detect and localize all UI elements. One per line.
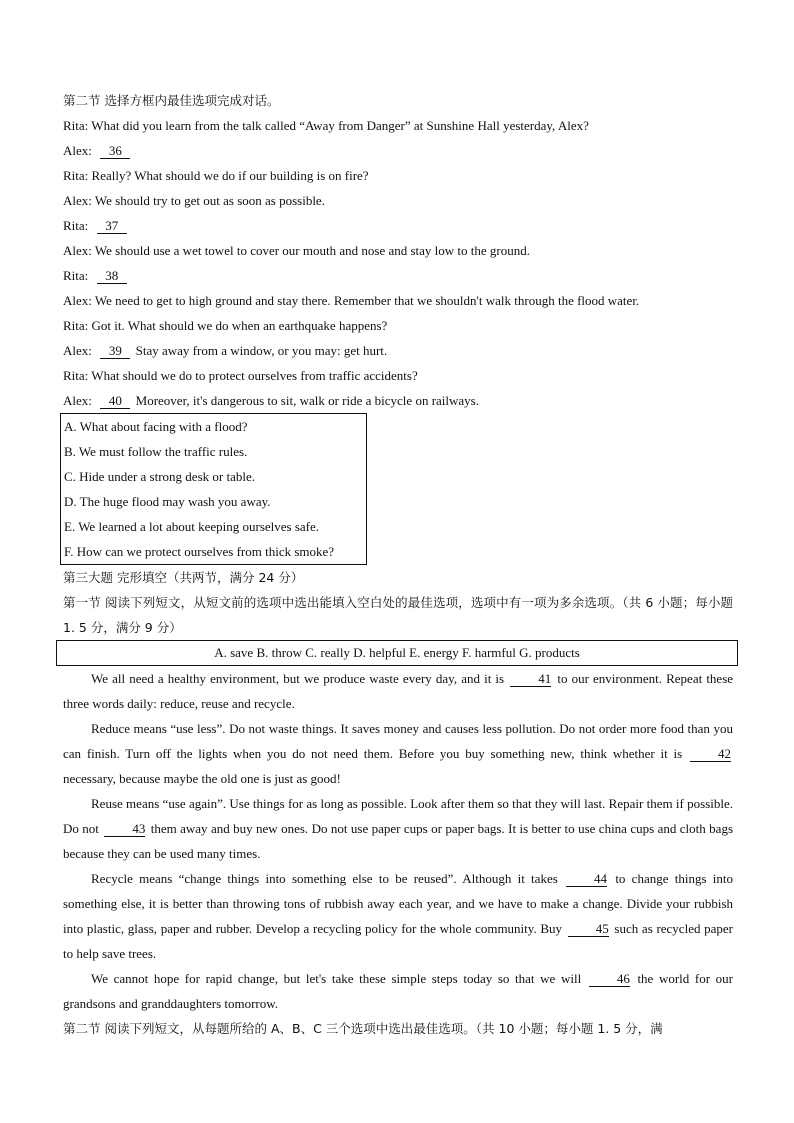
dialogue-line bbox=[63, 213, 733, 238]
dialogue-line bbox=[63, 238, 733, 263]
dialogue-text: Got it. What should we do when an earthquake happens? bbox=[91, 318, 388, 333]
dialogue-line bbox=[63, 113, 733, 138]
paragraph-text: to change things into something else, it is better than throwing tons of rubbish away each year, and we have to make a change. Divide your rubbish into plastic, glass, paper and rubber. Develop a recycling policy for the whole community. Buy bbox=[63, 871, 734, 936]
paragraph-text: to our environment. Repeat these three words daily: reduce, reuse and recycle. bbox=[63, 671, 734, 711]
part3-title: 第三大题 完形填空（共两节，满分 24 分） bbox=[63, 570, 304, 585]
option-a: A. What about facing with a flood? bbox=[64, 419, 248, 434]
passage-paragraph-2 bbox=[63, 716, 733, 791]
speaker: Alex: bbox=[63, 293, 92, 308]
dialogue-line bbox=[63, 338, 733, 363]
section2-instruction: 第二节 阅读下列短文，从每题所给的 A、B、C 三个选项中选出最佳选项。（共 10 小题；每小题 1. 5 分，满 bbox=[63, 1021, 663, 1036]
speaker: Alex: bbox=[63, 243, 92, 258]
dialogue-text: Moreover, it's dangerous to sit, walk or ride a bicycle on railways. bbox=[135, 393, 479, 408]
passage-paragraph-4 bbox=[63, 866, 733, 966]
answer-blank-41[interactable]: 41 bbox=[510, 671, 551, 687]
speaker: Rita: bbox=[63, 218, 89, 233]
passage-paragraph-3 bbox=[63, 791, 733, 866]
answer-blank-36[interactable]: 36 bbox=[100, 143, 130, 159]
answer-blank-44[interactable]: 44 bbox=[566, 871, 607, 887]
paragraph-text: Recycle means “change things into something else to be reused”. Although it takes bbox=[91, 871, 558, 886]
speaker: Rita: bbox=[63, 118, 89, 133]
speaker: Alex: bbox=[63, 143, 92, 158]
passage-paragraph-1 bbox=[63, 666, 733, 716]
answer-blank-39[interactable]: 39 bbox=[100, 343, 130, 359]
answer-blank-46[interactable]: 46 bbox=[589, 971, 630, 987]
dialogue-text: We should try to get out as soon as possible. bbox=[94, 193, 325, 208]
speaker: Rita: bbox=[63, 368, 89, 383]
dialogue-text: We need to get to high ground and stay there. Remember that we shouldn't walk through the flood water. bbox=[94, 293, 640, 308]
paragraph-text: We all need a healthy environment, but we produce waste every day, and it is bbox=[91, 671, 505, 686]
word-bank: A. save B. throw C. really D. helpful E. energy F. harmful G. products bbox=[56, 640, 738, 666]
answer-blank-42[interactable]: 42 bbox=[690, 746, 731, 762]
dialogue-text: What should we do to protect ourselves from traffic accidents? bbox=[91, 368, 418, 383]
option-b: B. We must follow the traffic rules. bbox=[64, 444, 248, 459]
answer-blank-38[interactable]: 38 bbox=[97, 268, 127, 284]
paragraph-text: the world for our grandsons and granddaughters tomorrow. bbox=[63, 971, 734, 1011]
paragraph-text: them away and buy new ones. Do not use paper cups or paper bags. It is better to use china cups and cloth bags because they can be used many times. bbox=[63, 821, 734, 861]
option-c: C. Hide under a strong desk or table. bbox=[64, 469, 255, 484]
section2-title: 第二节 选择方框内最佳选项完成对话。 bbox=[63, 93, 280, 108]
option-d: D. The huge flood may wash you away. bbox=[64, 494, 271, 509]
answer-blank-40[interactable]: 40 bbox=[100, 393, 130, 409]
speaker: Rita: bbox=[63, 168, 89, 183]
section1-instruction: 第一节 阅读下列短文，从短文前的选项中选出能填入空白处的最佳选项，选项中有一项为多余选项。（共 6 小题；每小题 1. 5 分，满分 9 分） bbox=[63, 595, 733, 635]
dialogue-text: Really? What should we do if our building is on fire? bbox=[91, 168, 369, 183]
speaker: Alex: bbox=[63, 193, 92, 208]
option-e: E. We learned a lot about keeping ourselves safe. bbox=[64, 519, 320, 534]
paragraph-text: We cannot hope for rapid change, but let's take these simple steps today so that we will bbox=[91, 971, 582, 986]
speaker: Alex: bbox=[63, 343, 92, 358]
exam-page bbox=[63, 88, 733, 1041]
dialogue-line bbox=[63, 313, 733, 338]
paragraph-text: necessary, because maybe the old one is just as good! bbox=[63, 771, 341, 786]
dialogue-text: We should use a wet towel to cover our mouth and nose and stay low to the ground. bbox=[94, 243, 530, 258]
options-box bbox=[60, 413, 367, 565]
dialogue-line bbox=[63, 388, 733, 413]
dialogue-line bbox=[63, 138, 733, 163]
paragraph-text: Reuse means “use again”. Use things for as long as possible. Look after them so that they will last. Repair them if possible. Do not bbox=[63, 796, 733, 836]
dialogue-line bbox=[63, 163, 733, 188]
speaker: Rita: bbox=[63, 268, 89, 283]
passage-paragraph-5 bbox=[63, 966, 733, 1016]
dialogue-line bbox=[63, 363, 733, 388]
dialogue-line bbox=[63, 288, 733, 313]
paragraph-text: Reduce means “use less”. Do not waste things. It saves money and causes less pollution. Do not order more food than you can finish. Turn off the lights when you do not need them. Before you buy something new, think whether it is bbox=[63, 721, 733, 761]
dialogue-line bbox=[63, 263, 733, 288]
dialogue-text: Stay away from a window, or you may: get hurt. bbox=[135, 343, 388, 358]
dialogue-text: What did you learn from the talk called “Away from Danger” at Sunshine Hall yesterday, Alex? bbox=[91, 118, 589, 133]
speaker: Rita: bbox=[63, 318, 89, 333]
speaker: Alex: bbox=[63, 393, 92, 408]
dialogue bbox=[63, 113, 733, 413]
answer-blank-43[interactable]: 43 bbox=[104, 821, 145, 837]
answer-blank-45[interactable]: 45 bbox=[568, 921, 609, 937]
paragraph-text: such as recycled paper to help save trees. bbox=[63, 921, 734, 961]
answer-blank-37[interactable]: 37 bbox=[97, 218, 127, 234]
dialogue-line bbox=[63, 188, 733, 213]
option-f: F. How can we protect ourselves from thick smoke? bbox=[64, 544, 335, 559]
